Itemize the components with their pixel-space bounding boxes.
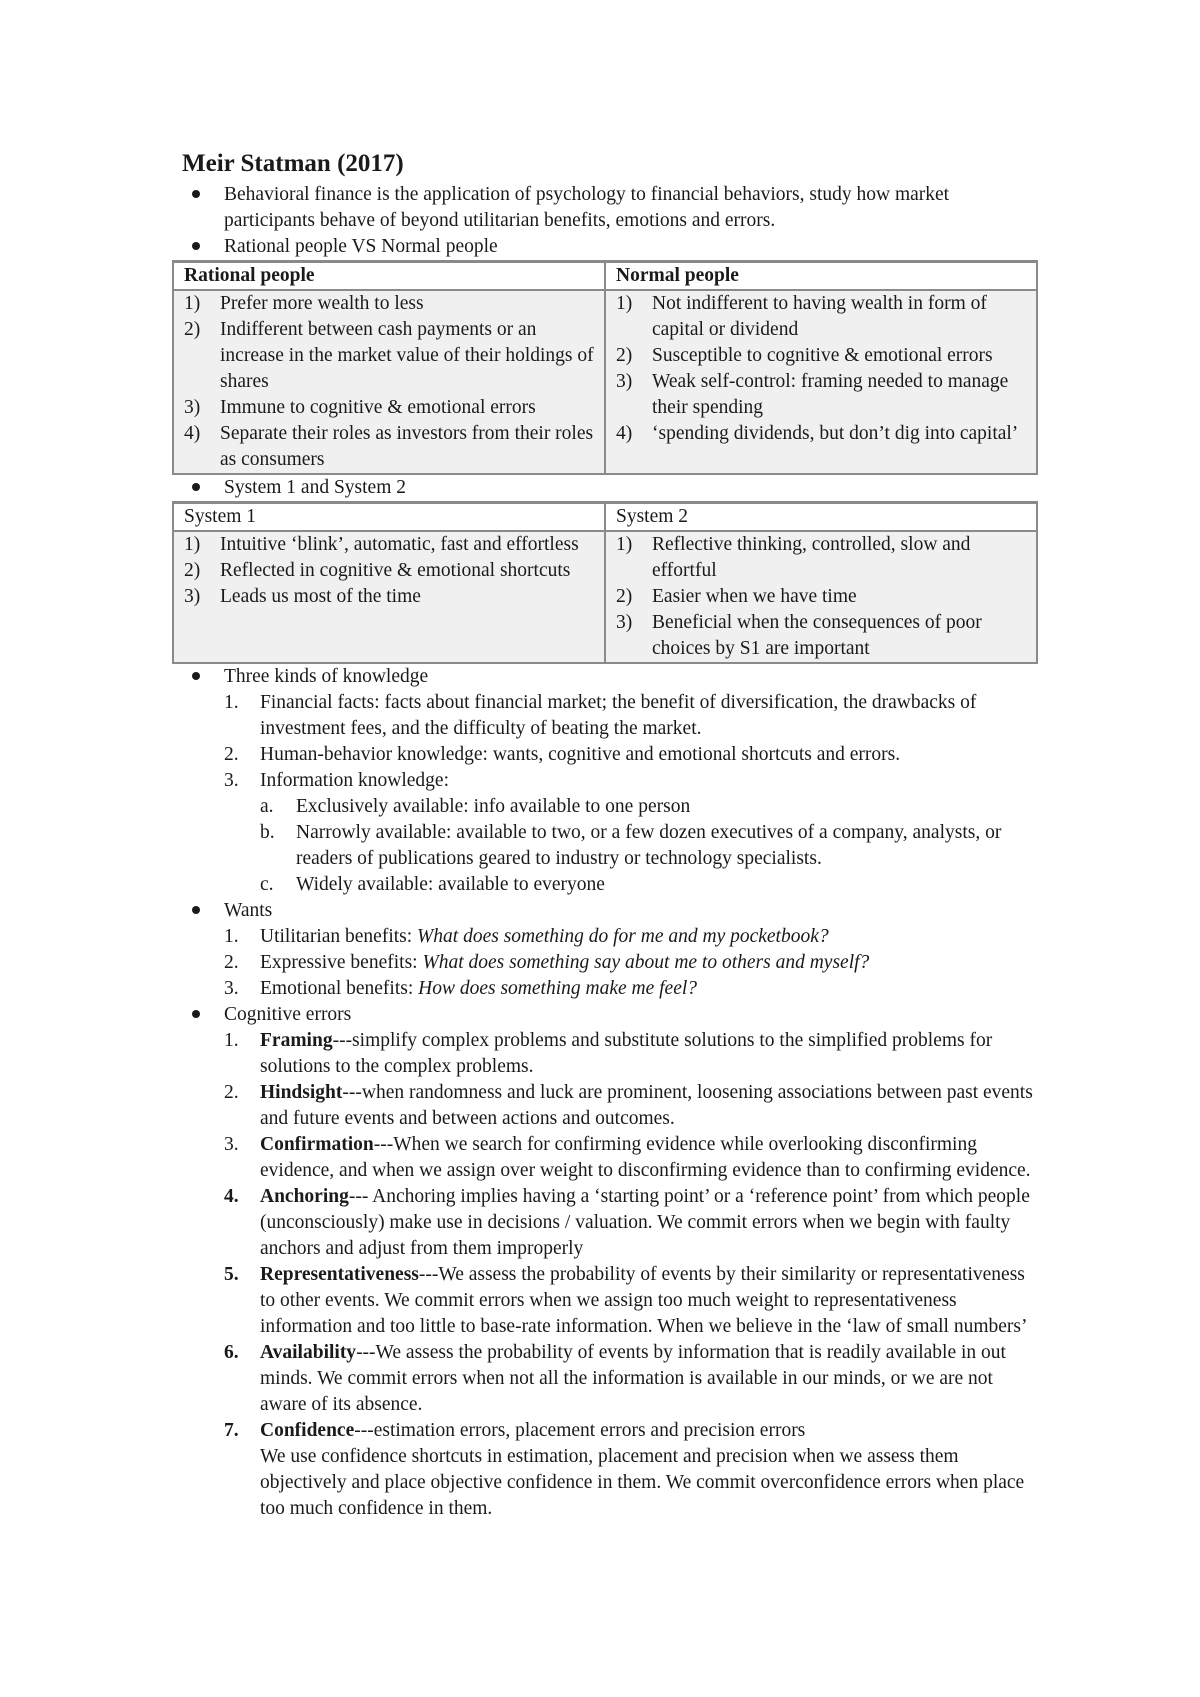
rational-header: Rational people (173, 262, 605, 291)
bullet-rational-vs-normal (172, 234, 1038, 260)
item-number: 1. (224, 926, 239, 947)
table-body-row (173, 531, 1037, 663)
item-number: 2. (224, 1082, 239, 1103)
system2-cell (605, 531, 1037, 663)
item-number: 2) (616, 586, 633, 607)
item-text: ---We assess the probability of events by information that is readily available in out minds. We commit errors when not all the information is available in our minds, or we are not aware of its absence. (260, 1342, 1006, 1415)
item-number: 6. (224, 1342, 239, 1363)
item-text: Weak self-control: framing needed to manage their spending (652, 371, 1009, 418)
confidence-note-text: We use confidence shortcuts in estimation, placement and precision when we assess them objectively and place objective confidence in them. We commit overconfidence errors when place too much confidence in them. (260, 1446, 1025, 1519)
item-text: Human-behavior knowledge: wants, cognitive and emotional shortcuts and errors. (260, 744, 901, 765)
list-item (172, 1418, 1038, 1444)
item-term: Representativeness (260, 1264, 419, 1285)
table-body-row (173, 290, 1037, 474)
list-item (184, 584, 596, 610)
normal-cell (605, 290, 1037, 474)
list-item (184, 532, 596, 558)
item-text: Financial facts: facts about financial market; the benefit of diversification, the drawbacks of investment fees, and the difficulty of beating the market. (260, 692, 977, 739)
list-item (172, 924, 1038, 950)
list-item (616, 421, 1028, 447)
item-text: Reflective thinking, controlled, slow and effortful (652, 534, 971, 581)
item-number: 1) (616, 293, 633, 314)
item-term: Anchoring (260, 1186, 349, 1207)
item-text: Easier when we have time (652, 586, 857, 607)
bullet-icon (186, 475, 206, 501)
list-item (172, 1340, 1038, 1418)
item-text: Narrowly available: available to two, or a few dozen executives of a company, analysts, or readers of publications geared to industry or technology specialists. (296, 822, 1002, 869)
knowledge-heading: Three kinds of knowledge (224, 666, 429, 687)
item-text: Prefer more wealth to less (220, 293, 424, 314)
item-text: ---We assess the probability of events by their similarity or representativeness to other events. We commit errors when we assign too much weight to representativeness information and too little to base-rate information. When we believe in the ‘law of small numbers’ (260, 1264, 1028, 1337)
sub-list-item (172, 794, 1038, 820)
item-text: ---simplify complex problems and substitute solutions to the simplified problems for solutions to the complex problems. (260, 1030, 993, 1077)
bullet-icon (186, 898, 206, 924)
item-label: Emotional benefits: (260, 978, 419, 999)
item-text: Reflected in cognitive & emotional shortcuts (220, 560, 571, 581)
item-number: 2) (616, 345, 633, 366)
rational-vs-normal-heading: Rational people VS Normal people (224, 236, 498, 257)
bullet-icon (186, 182, 206, 208)
bullet-intro (172, 182, 1038, 234)
document-content (172, 148, 1038, 1522)
bullet-systems (172, 475, 1038, 501)
item-text: Immune to cognitive & emotional errors (220, 397, 536, 418)
bullet-cognitive-errors (172, 1002, 1038, 1028)
table-header-row (173, 503, 1037, 532)
list-item (172, 1028, 1038, 1080)
list-item (172, 1080, 1038, 1132)
item-number: 1) (616, 534, 633, 555)
item-question: What does something say about me to others and myself? (422, 952, 870, 973)
item-term: Availability (260, 1342, 357, 1363)
item-text: Information knowledge: (260, 770, 449, 791)
list-item (172, 976, 1038, 1002)
item-term: Confirmation (260, 1134, 374, 1155)
item-number: 3) (184, 397, 201, 418)
item-text: Widely available: available to everyone (296, 874, 605, 895)
item-letter: b. (260, 822, 275, 843)
list-item (184, 395, 596, 421)
item-number: 3. (224, 1134, 239, 1155)
item-number: 4) (184, 423, 201, 444)
item-number: 7. (224, 1420, 239, 1441)
list-item (616, 369, 1028, 421)
item-number: 1) (184, 293, 201, 314)
list-item (616, 343, 1028, 369)
item-term: Framing (260, 1030, 333, 1051)
bullet-icon (186, 234, 206, 260)
sub-list-item (172, 820, 1038, 872)
system1-cell (173, 531, 605, 663)
list-item (616, 584, 1028, 610)
system2-header: System 2 (605, 503, 1037, 532)
item-number: 3) (184, 586, 201, 607)
item-text: ---when randomness and luck are prominent, loosening associations between past events and future events and between actions and outcomes. (260, 1082, 1033, 1129)
item-number: 3. (224, 978, 239, 999)
page-title: Meir Statman (2017) (182, 150, 404, 177)
list-item (184, 558, 596, 584)
systems-heading: System 1 and System 2 (224, 477, 407, 498)
list-item (184, 291, 596, 317)
list-item (172, 768, 1038, 794)
item-text: Susceptible to cognitive & emotional errors (652, 345, 993, 366)
item-letter: c. (260, 874, 274, 895)
cognitive-errors-heading: Cognitive errors (224, 1004, 352, 1025)
item-number: 4. (224, 1186, 239, 1207)
system1-header: System 1 (173, 503, 605, 532)
list-item (172, 1184, 1038, 1262)
bullet-icon (186, 664, 206, 690)
item-text: ‘spending dividends, but don’t dig into capital’ (652, 423, 1019, 444)
item-number: 1) (184, 534, 201, 555)
item-number: 3) (616, 371, 633, 392)
normal-header: Normal people (605, 262, 1037, 291)
list-item (172, 950, 1038, 976)
list-item (172, 1262, 1038, 1340)
rational-cell (173, 290, 605, 474)
item-number: 1. (224, 1030, 239, 1051)
bullet-knowledge (172, 664, 1038, 690)
item-text: --- Anchoring implies having a ‘starting point’ or a ‘reference point’ from which people (unconsciously) make use in decisions / valuation. We commit errors when we begin with faulty anchors and adjust from them improperly (260, 1186, 1030, 1259)
rational-normal-table (172, 260, 1038, 475)
item-text: ---estimation errors, placement errors and precision errors (354, 1420, 806, 1441)
item-label: Utilitarian benefits: (260, 926, 418, 947)
item-term: Confidence (260, 1420, 355, 1441)
list-item (616, 610, 1028, 662)
item-question: What does something do for me and my pocketbook? (417, 926, 829, 947)
item-text: Beneficial when the consequences of poor choices by S1 are important (652, 612, 982, 659)
list-item (616, 532, 1028, 584)
item-number: 1. (224, 692, 239, 713)
item-text: Intuitive ‘blink’, automatic, fast and effortless (220, 534, 579, 555)
item-text: Leads us most of the time (220, 586, 421, 607)
item-number: 4) (616, 423, 633, 444)
item-letter: a. (260, 796, 274, 817)
item-text: ---When we search for confirming evidence while overlooking disconfirming evidence, and when we assign over weight to disconfirming evidence than to confirming evidence. (260, 1134, 1031, 1181)
intro-text: Behavioral finance is the application of psychology to financial behaviors, study how market participants behave of beyond utilitarian benefits, emotions and errors. (224, 184, 950, 231)
list-item (172, 742, 1038, 768)
item-number: 2) (184, 319, 201, 340)
item-number: 2) (184, 560, 201, 581)
bullet-icon (186, 1002, 206, 1028)
item-number: 2. (224, 952, 239, 973)
item-term: Hindsight (260, 1082, 343, 1103)
list-item (172, 1132, 1038, 1184)
list-item (184, 421, 596, 473)
wants-heading: Wants (224, 900, 273, 921)
list-item (172, 690, 1038, 742)
bullet-wants (172, 898, 1038, 924)
item-question: How does something make me feel? (418, 978, 698, 999)
list-item (184, 317, 596, 395)
item-number: 2. (224, 744, 239, 765)
list-item (616, 291, 1028, 343)
systems-table (172, 501, 1038, 664)
item-text: Exclusively available: info available to one person (296, 796, 691, 817)
item-label: Expressive benefits: (260, 952, 423, 973)
item-text: Indifferent between cash payments or an increase in the market value of their holdings of shares (220, 319, 594, 392)
item-number: 5. (224, 1264, 239, 1285)
confidence-note (172, 1444, 1038, 1522)
table-header-row (173, 262, 1037, 291)
sub-list-item (172, 872, 1038, 898)
item-text: Separate their roles as investors from their roles as consumers (220, 423, 594, 470)
item-text: Not indifferent to having wealth in form of capital or dividend (652, 293, 987, 340)
item-number: 3) (616, 612, 633, 633)
item-number: 3. (224, 770, 239, 791)
